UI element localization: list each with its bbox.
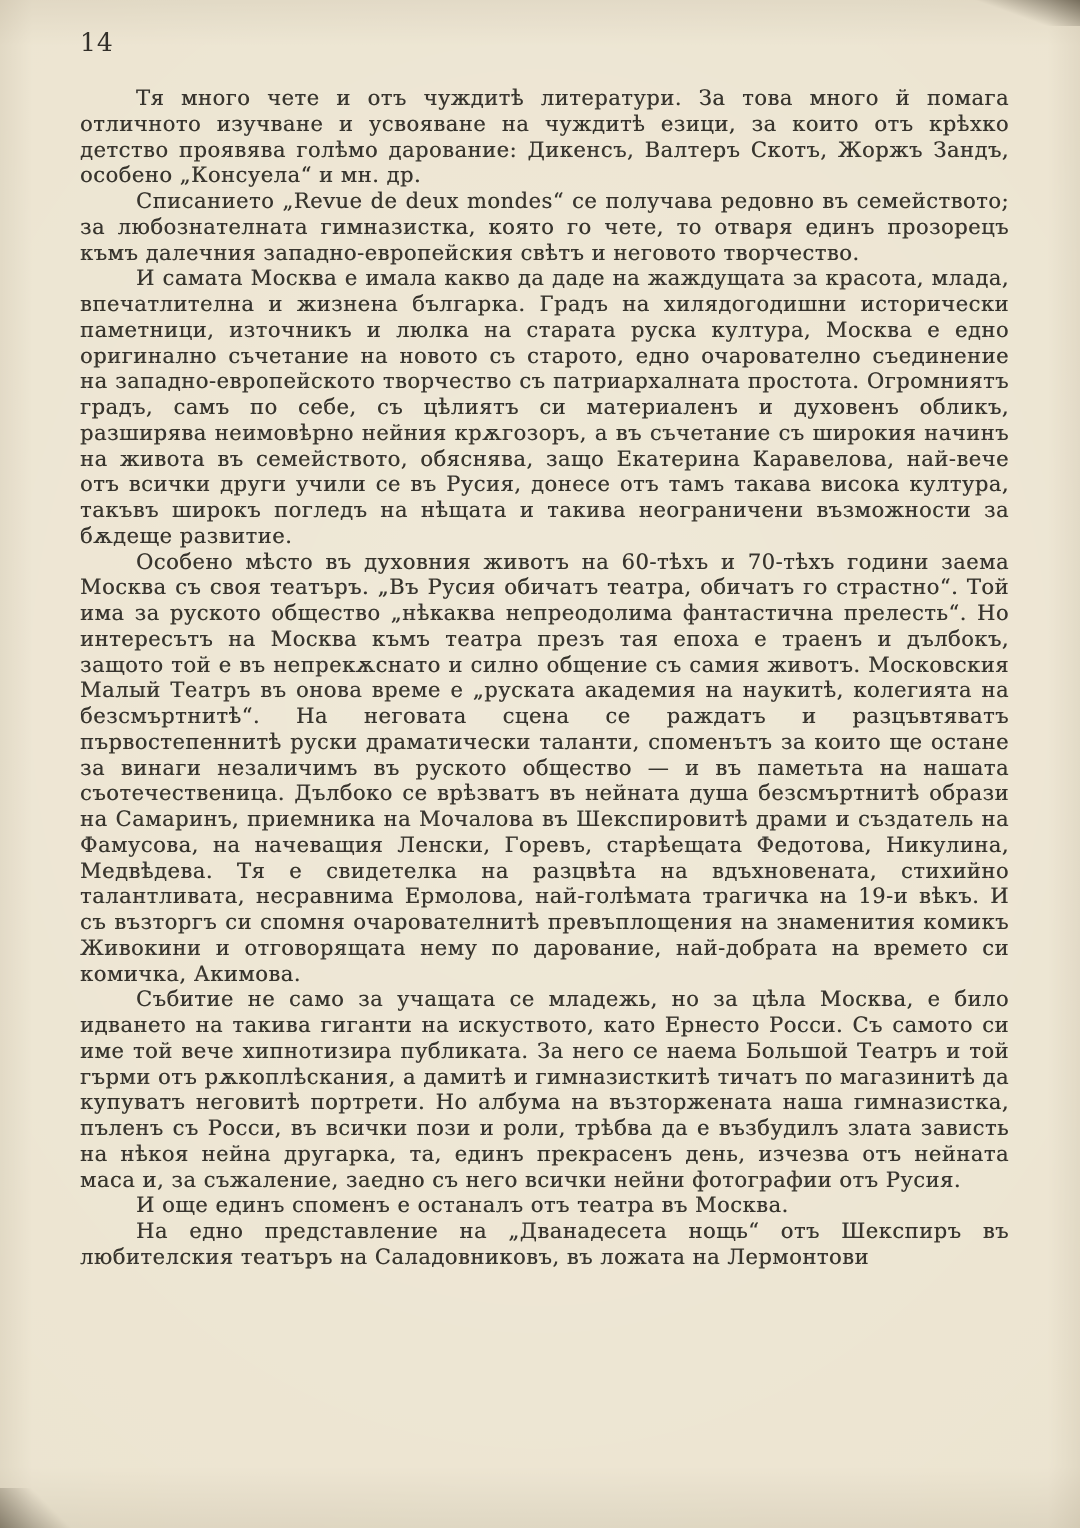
scan-shadow-top-right — [960, 0, 1080, 26]
paragraph: И самата Москва е имала какво да даде на жаждущата за красота, млада, впечатлителна и жизнена българка. Градъ на хилядогодишни исторически паметници, източникъ и люлка на старата руска култура, Москва е едно оригинално съчетание на новото съ старото, едно очарователно съединение на западно-европейското творчество съ патриархалната простота. Огромниятъ градъ, самъ по себе, съ цѣлиятъ си материаленъ и духовенъ обликъ, разширява неимовѣрно нейния крѫгозоръ, а въ съчетание съ широкия начинъ на живота въ семейството, обяснява, защо Екатерина Каравелова, най-вече отъ всички други учили се въ Русия, донесе отъ тамъ такава висока култура, такъвъ широкъ погледъ на нѣщата и такива неограничени възможности за бѫдеще развитие. — [80, 266, 1009, 548]
body-text — [80, 86, 1009, 1271]
paragraph: И още единъ споменъ е останалъ отъ театра въ Москва. — [136, 1193, 789, 1218]
paragraph: Тя много чете и отъ чуждитѣ литератури. За това много й помага отличното изучване и усвояване на чуждитѣ езици, за които отъ крѣхко детство проявява голѣмо дарование: Дикенсъ, Валтеръ Скотъ, Жоржъ Зандъ, особено „Консуела“ и мн. др. — [80, 86, 1009, 188]
scan-shadow-bottom-left — [0, 1488, 90, 1528]
paragraph: На едно представление на „Дванадесета нощь“ отъ Шекспиръ въ любителския театъръ на Саладовниковъ, въ ложата на Лермонтови — [80, 1219, 1009, 1269]
paragraph: Събитие не само за учащата се младежь, но за цѣла Москва, е било идването на такива гиганти на искуството, като Ернесто Росси. Съ самото си име той вече хипнотизира публиката. За него се наема Большой Театръ и той гърми отъ рѫкоплѣскания, а дамитѣ и гимназисткитѣ тичатъ по магазинитѣ да купуватъ неговитѣ портрети. Но албума на възторжената наша гимназистка, пъленъ съ Росси, въ всички пози и роли, трѣбва да е възбудилъ злата зависть на нѣкоя нейна другарка, та, единъ прекрасенъ день, изчезва отъ нейната маса и, за съжаление, заедно съ него всички нейни фотографии отъ Русия. — [80, 987, 1009, 1192]
page-number: 14 — [80, 28, 114, 57]
paragraph: Особено мѣсто въ духовния животъ на 60-тѣхъ и 70-тѣхъ години заема Москва съ своя театъръ. „Въ Русия обичатъ театра, обичатъ го страстно“. Той има за руското общество „нѣкаква непреодолима фантастична прелесть“. Но интересътъ на Москва къмъ театра презъ тая епоха е траенъ и дълбокъ, защото той е въ непрекѫснато и силно общение съ самия животъ. Московския Малый Театръ въ онова време е „руската академия на наукитѣ, колегията на безсмъртнитѣ“. На неговата сцена се раждатъ и разцъвтяватъ първостепеннитѣ руски драматически таланти, споменътъ за които ще остане за винаги незаличимъ въ руското общество — и въ паметьта на нашата съотечественица. Дълбоко се врѣзватъ въ нейната душа безсмъртнитѣ образи на Самаринъ, приемника на Мочалова въ Шекспировитѣ драми и създатель на Фамусова, на начеващия Ленски, Горевъ, старѣещата Федотова, Никулина, Медвѣдева. Тя е свидетелка на разцвѣта на вдъхновената, стихийно талантливата, несравнима Ермолова, най-голѣмата трагичка на 19-и вѣкъ. И съ възторгъ си спомня очарователнитѣ превъплощения на знаменития комикъ Живокини и отговорящата нему по дарование, най-добрата на времето си комичка, Акимова. — [80, 549, 1009, 986]
paragraph: Списанието „Revue de deux mondes“ се получава редовно въ семейството; за любознателната гимназистка, която го чете, то отваря единъ прозорецъ къмъ далечния западно-европейския свѣтъ и неговото творчество. — [80, 189, 1009, 265]
